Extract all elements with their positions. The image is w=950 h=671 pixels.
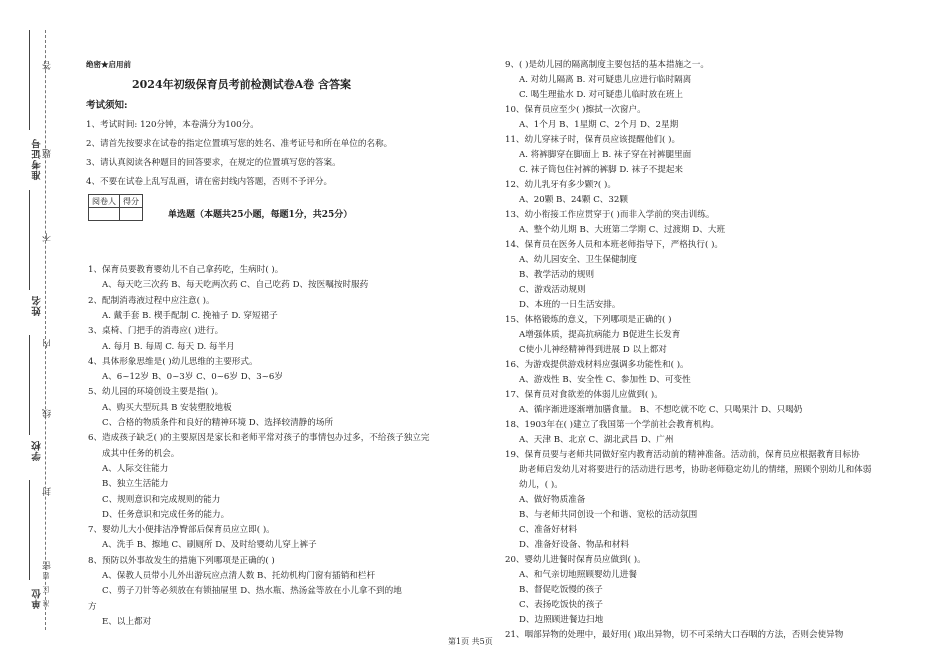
question-line: B、教学活动的规则 xyxy=(519,270,595,280)
binding-small-mark: 准 xyxy=(42,600,50,607)
question-line: 5、幼儿园的环境创设主要是指( )。 xyxy=(88,387,224,398)
question-line: 3、桌椅、门把手的消毒应( )进行。 xyxy=(88,326,224,337)
question-line: 1、保育员要教育婴幼儿不自己拿药吃，生病时( )。 xyxy=(88,265,284,275)
question-line: A、和气亲切地照顾婴幼儿进餐 xyxy=(519,570,637,580)
instruction-item: 3、请认真阅读各种题目的回答要求，在规定的位置填写您的答案。 xyxy=(86,158,341,168)
question-line: 成其中任务的机会。 xyxy=(102,448,180,459)
cut-mark: 内 xyxy=(43,338,53,348)
question-line: A、1个月 B、1星期 C、2个月 D、2星期 xyxy=(519,120,679,130)
question-line: B、督促吃饭慢的孩子 xyxy=(519,585,603,595)
question-line: C、游戏活动规则 xyxy=(519,285,586,295)
question-line: 17、保育员对食欲差的体弱儿应做到( )。 xyxy=(505,390,663,400)
question-line: B、独立生活能力 xyxy=(102,479,169,490)
page-footer: 第1页 共5页 xyxy=(448,637,493,646)
question-line: 21、咽部异物的处理中，最好用( )取出异物，切不可采纳大口吞咽的方法，否则会使异物 xyxy=(505,630,844,640)
binding-label-school: 学校 xyxy=(32,440,43,461)
question-line: 方 xyxy=(88,601,97,612)
question-line: 13、幼小衔接工作应贯穿于( )而非入学前的突击训练。 xyxy=(505,210,715,220)
score-table xyxy=(88,194,143,221)
question-line: 6、造成孩子缺乏( )的主要原因是家长和老师平常对孩子的事情包办过多，不给孩子独立完 xyxy=(88,433,430,444)
question-line: C. 袜子筒包住衬裤的裤脚 D. 袜子不提起来 xyxy=(519,165,684,175)
question-line: A增强体质，提高抗病能力 B促进生长发育 xyxy=(519,330,681,340)
binding-label-unit: 单位 xyxy=(32,588,43,609)
question-line: 幼儿，( )。 xyxy=(519,480,563,490)
binding-small-mark: 题 xyxy=(42,572,50,579)
question-line: C、合格的物质条件和良好的精神环境 D、选择较清静的场所 xyxy=(102,418,334,428)
question-line: A、人际交往能力 xyxy=(102,463,169,474)
question-line: A、游戏性 B、安全性 C、参加性 D、可变性 xyxy=(519,375,691,385)
question-line: 12、幼儿乳牙有多少颗?( )。 xyxy=(505,180,616,190)
question-line: A. 将裤脚穿在脚面上 B. 袜子穿在衬裤腿里面 xyxy=(519,150,692,160)
question-line: A、洗手 B、擦地 C、刷厕所 D、及时给婴幼儿穿上裤子 xyxy=(102,540,317,551)
question-line: A. 戴手套 B. 楔手配制 C. 挽袖子 D. 穿短裙子 xyxy=(102,310,278,321)
question-line: 9、( )是幼儿园的隔离制度主要包括的基本措施之一。 xyxy=(505,60,709,70)
question-line: A、整个幼儿期 B、大班第二学期 C、过渡期 D、大班 xyxy=(519,225,726,235)
question-line: C、剪子刀针等必须放在有锁抽屉里 D、热水瓶、热汤盆等放在小儿拿不到的地 xyxy=(102,586,402,597)
cut-mark: 封 xyxy=(43,486,53,496)
binding-small-mark: 区 xyxy=(42,586,50,593)
instruction-item: 1、考试时间: 120分钟，本卷满分为100分。 xyxy=(86,120,259,130)
question-line: D、准备好设备、物品和材料 xyxy=(519,540,630,550)
question-line: A、每天吃三次药 B、每天吃两次药 C、自己吃药 D、按医嘱按时服药 xyxy=(102,280,369,291)
question-line: 10、保育员应至少( )擦拭一次窗户。 xyxy=(505,105,646,115)
question-line: C使小儿神经精神得到进展 D 以上都对 xyxy=(519,345,667,355)
question-line: 20、婴幼儿进餐时保育员应做到( )。 xyxy=(505,555,646,565)
instruction-item: 4、不要在试卷上乱写乱画，请在密封线内答题，否则不予评分。 xyxy=(86,177,333,187)
question-line: 16、为游戏提供游戏材料应强调多功能性和( )。 xyxy=(505,360,689,370)
binding-underline xyxy=(29,190,30,290)
page-title: 2024年初级保育员考前检测试卷A卷 含答案 xyxy=(132,78,351,91)
question-line: C、规则意识和完成规则的能力 xyxy=(102,494,221,505)
binding-underline xyxy=(29,480,30,580)
question-line: A、20颗 B、24颗 C、32颗 xyxy=(519,195,628,205)
question-line: E、以上都对 xyxy=(102,616,152,627)
question-line: 助老师启发幼儿对将要进行的活动进行思考，协助老师稳定幼儿的情绪，照顾个别幼儿和体弱 xyxy=(519,465,872,475)
score-table-cell[interactable] xyxy=(120,208,143,221)
question-line: D、边照顾进餐边扫地 xyxy=(519,615,604,625)
binding-underline xyxy=(29,30,30,130)
question-line: A、6~12岁 B、0~3岁 C、0~6岁 D、3~6岁 xyxy=(102,372,283,383)
cut-mark: 线 xyxy=(43,408,53,418)
question-line: 11、幼儿穿袜子时，保育员应该提醒他们( )。 xyxy=(505,135,681,145)
binding-dashed-line xyxy=(45,30,46,630)
question-line: C、准备好材料 xyxy=(519,525,578,535)
question-line: 18、1903年在( )建立了我国第一个学前社会教育机构。 xyxy=(505,420,720,430)
question-line: A、购买大型玩具 B 安装塑胶地板 xyxy=(102,402,232,413)
question-line: A、天津 B、北京 C、湖北武昌 D、广州 xyxy=(519,435,674,445)
question-line: 2、配制消毒液过程中应注意( )。 xyxy=(88,295,215,306)
instruction-item: 2、请首先按要求在试卷的指定位置填写您的姓名、准考证号和所在单位的名称。 xyxy=(86,139,393,149)
cut-mark: 密 xyxy=(43,560,53,570)
question-line: A. 对幼儿隔离 B. 对可疑患儿应进行临时隔离 xyxy=(519,75,692,85)
question-line: 14、保育员在医务人员和本班老师指导下，严格执行( )。 xyxy=(505,240,724,250)
question-line: C、表扬吃饭快的孩子 xyxy=(519,600,603,610)
score-table-cell[interactable] xyxy=(89,208,120,221)
question-line: A. 每月 B. 每周 C. 每天 D. 每半月 xyxy=(102,341,235,352)
question-line: C. 喝生理盐水 D. 对可疑患儿临时放在班上 xyxy=(519,90,684,100)
cut-mark: 不 xyxy=(43,232,53,242)
question-line: A、做好物质准备 xyxy=(519,495,586,505)
binding-label-name: 姓名 xyxy=(32,295,43,316)
cut-mark: 题 xyxy=(43,148,53,158)
question-line: D、本班的一日生活安排。 xyxy=(519,300,621,310)
question-line: A、保教人员带小儿外出游玩应点清人数 B、托幼机构门窗有插销和栏杆 xyxy=(102,571,376,581)
score-table-reviewer: 阅卷人 xyxy=(89,195,120,208)
section-heading: 单选题（本题共25小题，每题1分，共25分） xyxy=(168,210,353,220)
question-line: 7、婴幼儿大小便排洁净臀部后保育员应立即( )。 xyxy=(88,525,275,536)
question-line: B、与老师共同创设一个和谐、宽松的活动氛围 xyxy=(519,510,698,520)
binding-label-exam-number: 准考证号 xyxy=(32,138,43,180)
question-line: D、任务意识和完成任务的能力。 xyxy=(102,509,230,520)
cut-mark: 答 xyxy=(43,60,53,70)
question-line: A、幼儿园安全、卫生保健制度 xyxy=(519,255,637,265)
secret-label: 绝密★启用前 xyxy=(86,60,131,69)
binding-underline xyxy=(29,335,30,435)
instructions-heading: 考试须知: xyxy=(86,100,128,111)
question-line: 4、具体形象思维是( )幼儿思维的主要形式。 xyxy=(88,356,258,367)
score-table-score: 得分 xyxy=(120,195,143,208)
question-line: 8、预防以外事故发生的措施下列哪项是正确的( ) xyxy=(88,555,275,566)
question-line: A、循序渐进逐渐增加膳食量。 B、不想吃就不吃 C、只喝果汁 D、只喝奶 xyxy=(519,405,803,415)
question-line: 19、保育员要与老师共同做好室内教育活动前的精神准备。活动前，保育员应根据教育目标协 xyxy=(505,450,860,460)
question-line: 15、体格锻炼的意义，下列哪项是正确的( ) xyxy=(505,315,672,325)
